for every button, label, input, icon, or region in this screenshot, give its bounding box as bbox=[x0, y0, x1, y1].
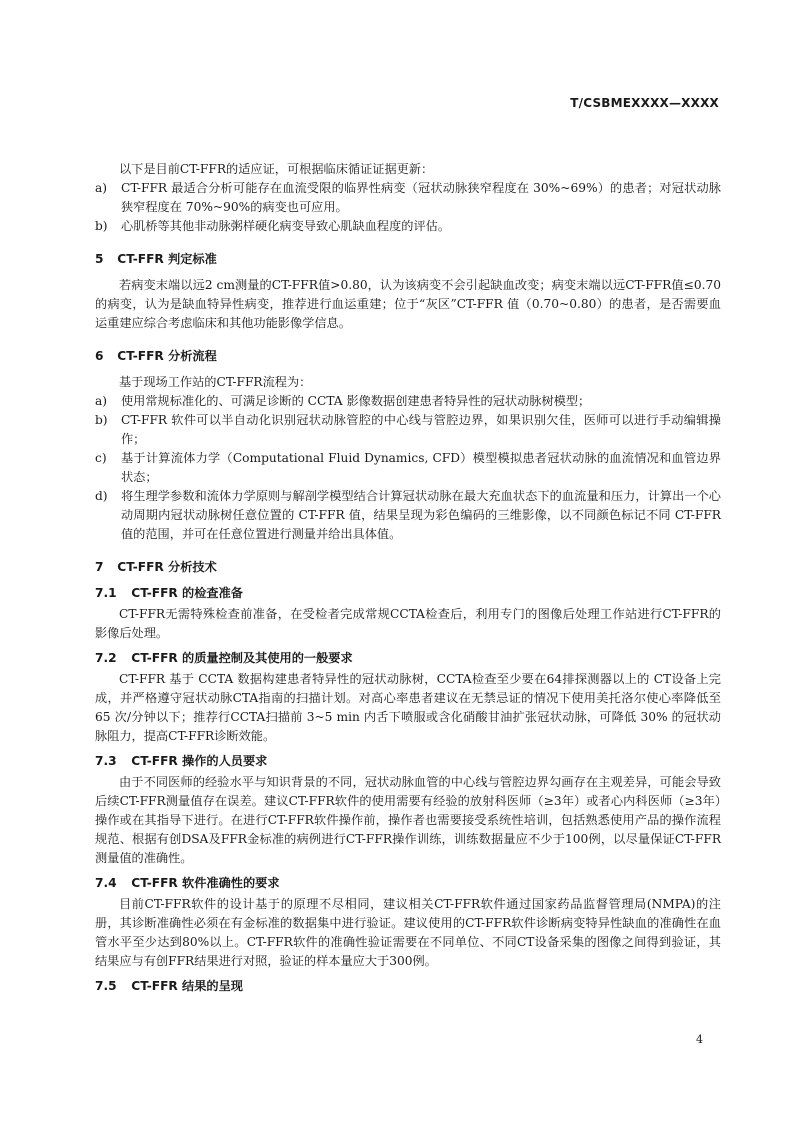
section-7-heading bbox=[95, 558, 721, 577]
list-item-text: 基于计算流体力学（Computational Fluid Dynamics, CFD）模型模拟患者冠状动脉的血流情况和血管边界状态； bbox=[121, 451, 721, 484]
subsection-title: CT-FFR 软件准确性的要求 bbox=[131, 876, 280, 890]
document-body bbox=[95, 160, 721, 998]
section-number: 7 bbox=[95, 560, 104, 574]
subsection-title: CT-FFR 操作的人员要求 bbox=[131, 754, 268, 768]
list-item bbox=[95, 217, 721, 236]
list-marker: b) bbox=[95, 219, 108, 233]
list-item bbox=[95, 449, 721, 487]
subsection-7-4-heading bbox=[95, 874, 721, 893]
list-item bbox=[95, 487, 721, 544]
page-number: 4 bbox=[696, 1033, 703, 1046]
subsection-number: 7.5 bbox=[95, 979, 117, 993]
subsection-7-4-paragraph: 目前CT-FFR软件的设计基于的原理不尽相同，建议相关CT-FFR软件通过国家药品监督管理局(NMPA)的注册，其诊断准确性必须在有金标准的数据集中进行验证。建议使用的CT-FFR软件诊断病变特异性缺血的准确性在血管水平至少达到80%以上。CT-FFR软件的准确性验证需要在不同单位、不同CT设备采集的图像之间得到验证，其结果应与有创FFR结果进行对照，验证的样本量应大于300例。 bbox=[95, 897, 721, 968]
list-item bbox=[95, 179, 721, 217]
list-item-text: 将生理学参数和流体力学原则与解剖学模型结合计算冠状动脉在最大充血状态下的血流量和压力，计算出一个心动周期内冠状动脉树任意位置的 CT-FFR 值，结果呈现为彩色编码的三维影像，以不同颜色标记不同 CT-FFR 值的范围，并可在任意位置进行测量并给出具体值。 bbox=[121, 489, 721, 541]
subsection-7-3-paragraph: 由于不同医师的经验水平与知识背景的不同，冠状动脉血管的中心线与管腔边界勾画存在主观差异，可能会导致后续CT-FFR测量值存在误差。建议CT-FFR软件的使用需要有经验的放射科医师（≥3年）或者心内科医师（≥3年）操作或在其指导下进行。在进行CT-FFR软件操作前，操作者也需要接受系统性培训，包括熟悉使用产品的操作流程规范、根据有创DSA及FFR金标准的病例进行CT-FFR操作训练，训练数据量应不少于100例，以尽量保证CT-FFR测量值的准确性。 bbox=[95, 775, 721, 865]
list-marker: a) bbox=[95, 394, 108, 408]
section-title: CT-FFR 判定标准 bbox=[117, 252, 217, 266]
subsection-7-2-paragraph: CT-FFR 基于 CCTA 数据构建患者特异性的冠状动脉树，CCTA检查至少要在64排探测器以上的 CT设备上完成，并严格遵守冠状动脉CTA指南的扫描计划。对高心率患者建议在无禁忌证的情况下使用美托洛尔使心率降低至 65 次/分钟以下；推荐行CCTA扫描前 3~5 min 内舌下喷服或含化硝酸甘油扩张冠状动脉，可降低 30% 的冠状动脉阻力，提高CT-FFR诊断效能。 bbox=[95, 672, 721, 743]
subsection-title: CT-FFR 的检查准备 bbox=[131, 586, 243, 600]
section-number: 5 bbox=[95, 252, 104, 266]
section-5-heading bbox=[95, 250, 721, 269]
list-item bbox=[95, 411, 721, 449]
list-marker: d) bbox=[95, 489, 108, 503]
subsection-7-2-heading bbox=[95, 649, 721, 668]
list-marker: a) bbox=[95, 181, 108, 195]
list-item-text: 使用常规标准化的、可满足诊断的 CCTA 影像数据创建患者特异性的冠状动脉树模型； bbox=[121, 394, 591, 408]
subsection-number: 7.1 bbox=[95, 586, 117, 600]
section-6-heading bbox=[95, 347, 721, 366]
subsection-7-5-heading bbox=[95, 977, 721, 996]
list-marker: b) bbox=[95, 413, 108, 427]
subsection-title: CT-FFR 结果的呈现 bbox=[131, 979, 243, 993]
section-title: CT-FFR 分析流程 bbox=[117, 349, 217, 363]
list-item-text: 心肌桥等其他非动脉粥样硬化病变导致心肌缺血程度的评估。 bbox=[121, 219, 451, 233]
list-item-text: CT-FFR 最适合分析可能存在血流受限的临界性病变（冠状动脉狭窄程度在 30%~69%）的患者；对冠状动脉狭窄程度在 70%~90%的病变也可应用。 bbox=[121, 181, 721, 214]
section-number: 6 bbox=[95, 349, 104, 363]
list-marker: c) bbox=[95, 451, 107, 465]
subsection-7-1-heading bbox=[95, 584, 721, 603]
standard-code: T/CSBMEXXXX—XXXX bbox=[570, 96, 719, 110]
subsection-number: 7.3 bbox=[95, 754, 117, 768]
subsection-number: 7.2 bbox=[95, 651, 117, 665]
list-item bbox=[95, 392, 721, 411]
workflow-list bbox=[95, 392, 721, 544]
section-title: CT-FFR 分析技术 bbox=[117, 560, 217, 574]
list-item-text: CT-FFR 软件可以半自动化识别冠状动脉管腔的中心线与管腔边界，如果识别欠佳，医师可以进行手动编辑操作； bbox=[121, 413, 721, 446]
section-6-lead: 基于现场工作站的CT-FFR流程为： bbox=[119, 375, 312, 389]
subsection-number: 7.4 bbox=[95, 876, 117, 890]
subsection-title: CT-FFR 的质量控制及其使用的一般要求 bbox=[131, 651, 353, 665]
intro-lead: 以下是目前CT-FFR的适应证，可根据临床循证证据更新： bbox=[119, 162, 434, 176]
section-5-paragraph: 若病变末端以远2 cm测量的CT-FFR值>0.80，认为该病变不会引起缺血改变；病变末端以远CT-FFR值≤0.70的病变，认为是缺血特异性病变，推荐进行血运重建；位于“灰区”CT-FFR 值（0.70~0.80）的患者，是否需要血运重建应综合考虑临床和其他功能影像学信息。 bbox=[95, 278, 721, 330]
subsection-7-1-paragraph: CT-FFR无需特殊检查前准备，在受检者完成常规CCTA检查后，利用专门的图像后处理工作站进行CT-FFR的影像后处理。 bbox=[95, 607, 721, 640]
subsection-7-3-heading bbox=[95, 752, 721, 771]
indication-list bbox=[95, 179, 721, 236]
